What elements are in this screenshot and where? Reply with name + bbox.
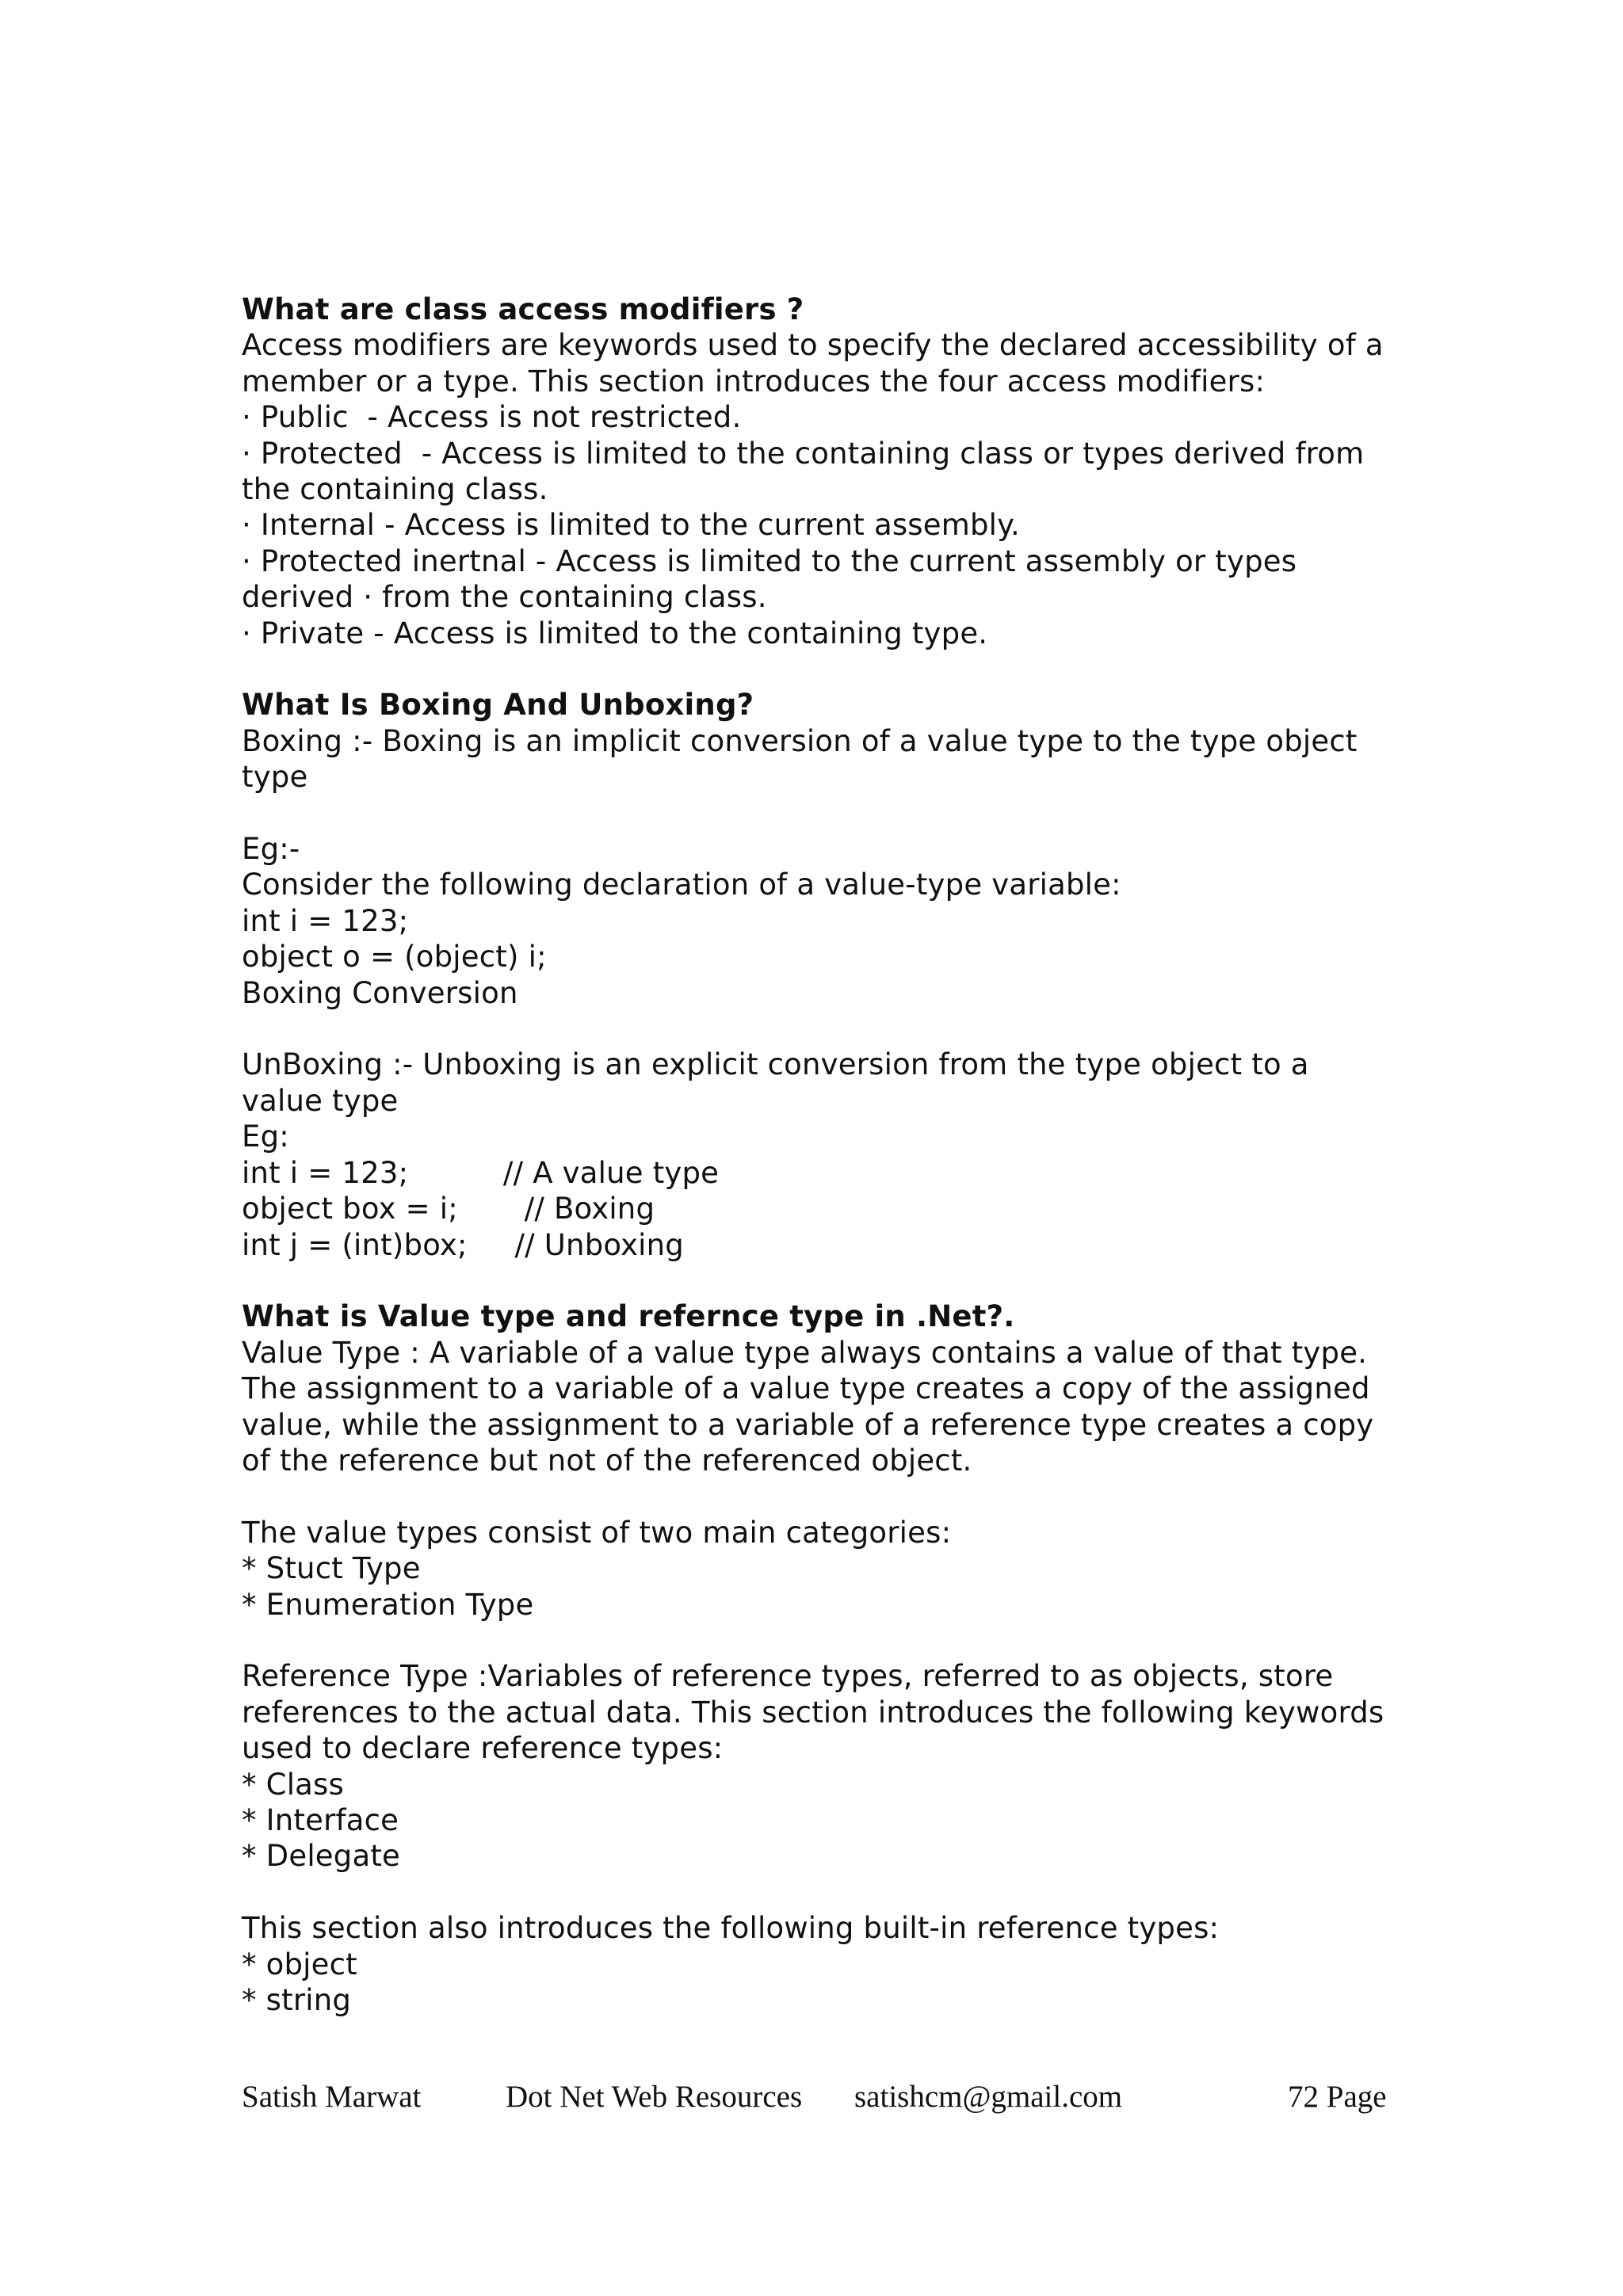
- paragraph-line: member or a type. This section introduces the four access modifiers:: [242, 364, 1266, 399]
- paragraph-line: This section also introduces the following built-in reference types:: [242, 1911, 1220, 1946]
- bullet-protected: · Protected - Access is limited to the containing class or types derived from: [242, 436, 1365, 471]
- heading-boxing-unboxing: What Is Boxing And Unboxing?: [242, 688, 754, 723]
- paragraph-line: type: [242, 760, 308, 795]
- paragraph-line: Boxing :- Boxing is an implicit conversion of a value type to the type object: [242, 723, 1358, 758]
- code-line: int i = 123;: [242, 903, 409, 938]
- footer-email: satishcm@gmail.com: [854, 2080, 1123, 2114]
- code-line: object box = i; // Boxing: [242, 1192, 655, 1226]
- footer-page-number: 72 Page: [1288, 2080, 1387, 2114]
- bullet-internal: · Internal - Access is limited to the current assembly.: [242, 508, 1020, 543]
- paragraph-line: UnBoxing :- Unboxing is an explicit conversion from the type object to a: [242, 1047, 1309, 1082]
- paragraph-line: of the reference but not of the referenced object.: [242, 1443, 972, 1478]
- paragraph-line: value type: [242, 1083, 399, 1118]
- paragraph-line: The assignment to a variable of a value type creates a copy of the assigned: [242, 1371, 1370, 1406]
- blank-line: [242, 795, 1399, 831]
- blank-line: [242, 1478, 1399, 1514]
- blank-line: [242, 1623, 1399, 1658]
- heading-value-reference-type: What is Value type and refernce type in .Net?.: [242, 1299, 1015, 1334]
- list-item: * Stuct Type: [242, 1551, 421, 1586]
- list-item: * string: [242, 1982, 352, 2017]
- list-item: * Interface: [242, 1802, 399, 1837]
- code-line: object o = (object) i;: [242, 940, 547, 974]
- blank-line: [242, 1011, 1399, 1047]
- bullet-protected-internal: · Protected inertnal - Access is limited to the current assembly or types: [242, 543, 1297, 578]
- paragraph-line: value, while the assignment to a variable of a reference type creates a copy: [242, 1407, 1374, 1442]
- list-item: * object: [242, 1947, 357, 1981]
- paragraph-line: derived · from the containing class.: [242, 580, 767, 615]
- heading-access-modifiers: What are class access modifiers ?: [242, 292, 804, 326]
- paragraph-line: Eg:-: [242, 832, 300, 867]
- spacer: [242, 1263, 1399, 1299]
- code-line: int i = 123; // A value type: [242, 1155, 720, 1190]
- paragraph-line: the containing class.: [242, 472, 548, 507]
- spacer: [242, 651, 1399, 687]
- bullet-public: · Public - Access is not restricted.: [242, 400, 742, 435]
- paragraph-line: Value Type : A variable of a value type always contains a value of that type.: [242, 1335, 1368, 1370]
- paragraph-line: The value types consist of two main categories:: [242, 1515, 952, 1550]
- bullet-private: · Private - Access is limited to the containing type.: [242, 616, 988, 650]
- paragraph-line: Reference Type :Variables of reference types, referred to as objects, store: [242, 1659, 1334, 1694]
- paragraph-line: Access modifiers are keywords used to specify the declared accessibility of a: [242, 328, 1384, 363]
- code-line: int j = (int)box; // Unboxing: [242, 1227, 684, 1262]
- page-footer: [242, 2077, 1399, 2117]
- list-item: * Class: [242, 1767, 345, 1802]
- list-item: * Delegate: [242, 1839, 400, 1874]
- paragraph-line: Consider the following declaration of a value-type variable:: [242, 868, 1121, 902]
- footer-author: Satish Marwat: [242, 2080, 422, 2114]
- paragraph-line: used to declare reference types:: [242, 1731, 724, 1766]
- blank-line: [242, 1875, 1399, 1910]
- document-body: [242, 292, 1399, 2018]
- paragraph-line: references to the actual data. This section introduces the following keywords: [242, 1695, 1384, 1730]
- paragraph-line: Boxing Conversion: [242, 975, 518, 1010]
- paragraph-line: Eg:: [242, 1119, 289, 1154]
- list-item: * Enumeration Type: [242, 1587, 534, 1622]
- footer-site: Dot Net Web Resources: [506, 2080, 803, 2114]
